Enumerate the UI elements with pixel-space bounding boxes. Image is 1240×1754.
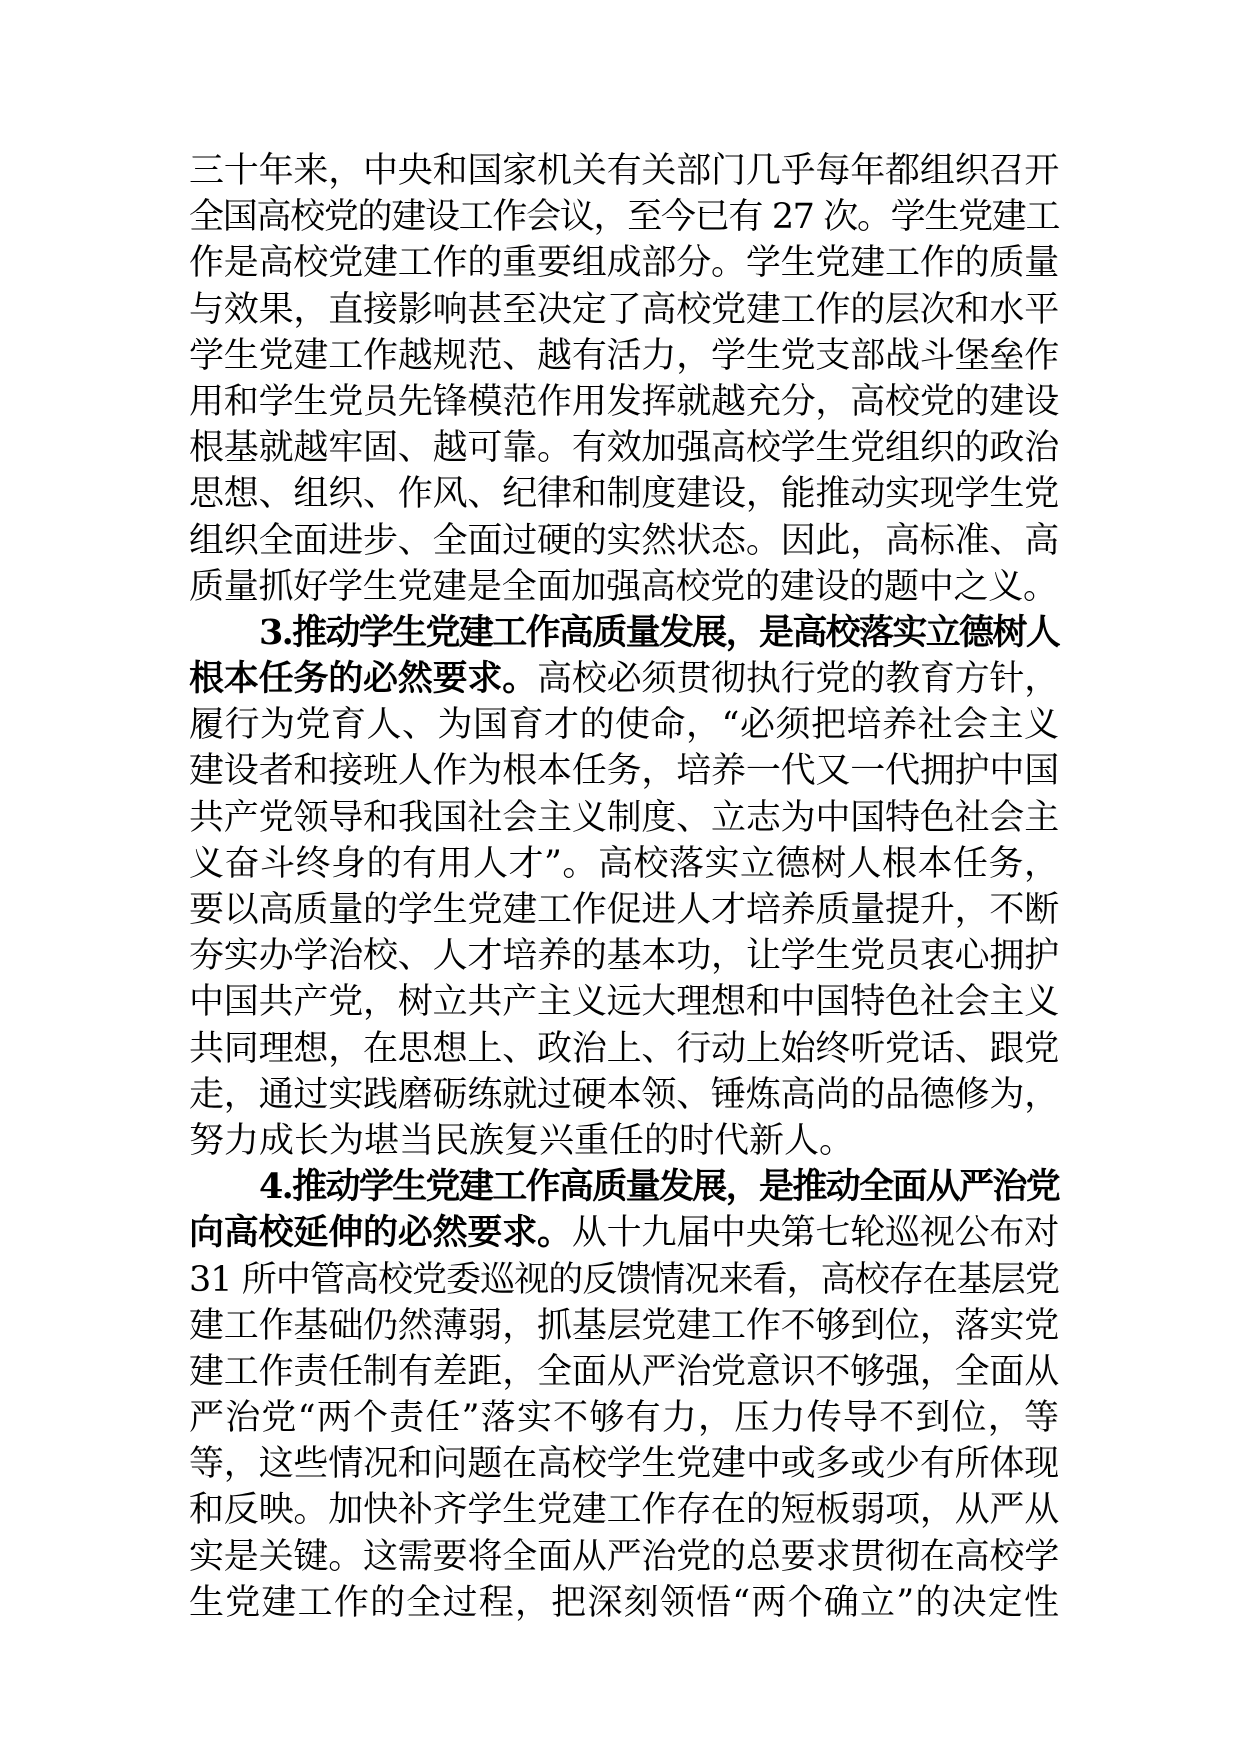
text-run: 建设者和接班人作为根本任务，培养一代又一代拥护中国 bbox=[189, 751, 1059, 792]
text-run: 实是关键。这需要将全面从严治党的总要求贯彻在高校学 bbox=[189, 1536, 1059, 1577]
text-run: 走，通过实践磨砺练就过硬本领、锤炼高尚的品德修为， bbox=[189, 1074, 1059, 1115]
text-line bbox=[189, 1534, 1059, 1580]
text-run: 共产党领导和我国社会主义制度、立志为中国特色社会主 bbox=[189, 797, 1059, 838]
text-line bbox=[189, 1395, 1059, 1441]
text-run: 共同理想，在思想上、政治上、行动上始终听党话、跟党 bbox=[189, 1028, 1059, 1069]
text-line bbox=[189, 1118, 1059, 1164]
text-line bbox=[189, 518, 1059, 564]
text-run: 作是高校党建工作的重要组成部分。学生党建工作的质量 bbox=[189, 243, 1059, 284]
text-line bbox=[189, 240, 1059, 286]
text-run: 等，这些情况和问题在高校学生党建中或多或少有所体现 bbox=[189, 1444, 1059, 1485]
text-line bbox=[189, 333, 1059, 379]
text-line bbox=[189, 656, 1059, 702]
text-run: 中国共产党，树立共产主义远大理想和中国特色社会主义 bbox=[189, 982, 1059, 1023]
text-run: 三十年来，中央和国家机关有关部门几乎每年都组织召开 bbox=[189, 151, 1059, 191]
text-line bbox=[189, 194, 1059, 240]
text-line bbox=[189, 425, 1059, 471]
text-line bbox=[189, 748, 1059, 794]
text-line bbox=[189, 933, 1059, 979]
heading-run: 根本任务的必然要求。 bbox=[189, 658, 538, 700]
text-line bbox=[189, 1072, 1059, 1118]
text-line bbox=[189, 1349, 1059, 1395]
text-run: 用和学生党员先锋模范作用发挥就越充分，高校党的建设 bbox=[189, 381, 1059, 422]
text-run: 要以高质量的学生党建工作促进人才培养质量提升，不断 bbox=[189, 890, 1059, 930]
text-run: 和反映。加快补齐学生党建工作存在的短板弱项，从严从 bbox=[189, 1490, 1059, 1531]
text-line bbox=[189, 1026, 1059, 1072]
text-run: 义奋斗终身的有用人才”。高校落实立德树人根本任务， bbox=[189, 843, 1059, 884]
text-line bbox=[189, 379, 1059, 425]
heading-run: 向高校延伸的必然要求。 bbox=[189, 1212, 572, 1254]
text-line bbox=[189, 471, 1059, 517]
text-line bbox=[189, 841, 1059, 887]
text-run: 高校必须贯彻执行党的教育方针， bbox=[537, 659, 1059, 700]
text-run: 严治党“两个责任”落实不够有力，压力传导不到位，等 bbox=[189, 1398, 1059, 1439]
text-run: 与效果，直接影响甚至决定了高校党建工作的层次和水平 bbox=[189, 289, 1059, 330]
text-line bbox=[189, 610, 1059, 656]
paragraph-1 bbox=[189, 148, 1059, 610]
text-run: 努力成长为堪当民族复兴重任的时代新人。 bbox=[189, 1120, 855, 1161]
text-run: 履行为党育人、为国育才的使命，“必须把培养社会主义 bbox=[189, 705, 1059, 746]
text-line bbox=[189, 795, 1059, 841]
document-page bbox=[189, 148, 1059, 1626]
text-line bbox=[189, 1210, 1059, 1256]
text-line bbox=[189, 564, 1059, 610]
text-line bbox=[189, 1303, 1059, 1349]
text-run: 思想、组织、作风、纪律和制度建设，能推动实现学生党 bbox=[189, 474, 1059, 515]
text-line bbox=[189, 887, 1059, 933]
text-line bbox=[189, 1487, 1059, 1533]
text-line bbox=[189, 1580, 1059, 1626]
text-line bbox=[189, 1164, 1059, 1210]
text-run: 学生党建工作越规范、越有活力，学生党支部战斗堡垒作 bbox=[189, 335, 1059, 376]
text-line bbox=[189, 1441, 1059, 1487]
text-line bbox=[189, 979, 1059, 1025]
text-run: 组织全面进步、全面过硬的实然状态。因此，高标准、高 bbox=[189, 520, 1059, 561]
text-run: 质量抓好学生党建是全面加强高校党的建设的题中之义。 bbox=[189, 566, 1058, 607]
text-run: 31 所中管高校党委巡视的反馈情况来看，高校存在基层党 bbox=[189, 1259, 1059, 1300]
heading-run: 3.推动学生党建工作高质量发展，是高校落实立德树人 bbox=[259, 611, 1059, 653]
text-line bbox=[189, 1257, 1059, 1303]
text-run: 从十九届中央第七轮巡视公布对 bbox=[571, 1213, 1059, 1254]
text-line bbox=[189, 702, 1059, 748]
text-run: 生党建工作的全过程，把深刻领悟“两个确立”的决定性 bbox=[189, 1582, 1059, 1623]
text-line bbox=[189, 148, 1059, 194]
text-run: 建工作责任制有差距，全面从严治党意识不够强，全面从 bbox=[189, 1351, 1059, 1392]
paragraph-2 bbox=[189, 610, 1059, 1164]
heading-run: 4.推动学生党建工作高质量发展，是推动全面从严治党 bbox=[259, 1166, 1059, 1208]
text-run: 全国高校党的建设工作会议，至今已有 27 次。学生党建工 bbox=[189, 197, 1059, 238]
paragraph-3 bbox=[189, 1164, 1059, 1626]
text-line bbox=[189, 287, 1059, 333]
text-run: 根基就越牢固、越可靠。有效加强高校学生党组织的政治 bbox=[189, 428, 1059, 469]
text-run: 夯实办学治校、人才培养的基本功，让学生党员衷心拥护 bbox=[189, 936, 1059, 977]
text-run: 建工作基础仍然薄弱，抓基层党建工作不够到位，落实党 bbox=[189, 1305, 1059, 1346]
